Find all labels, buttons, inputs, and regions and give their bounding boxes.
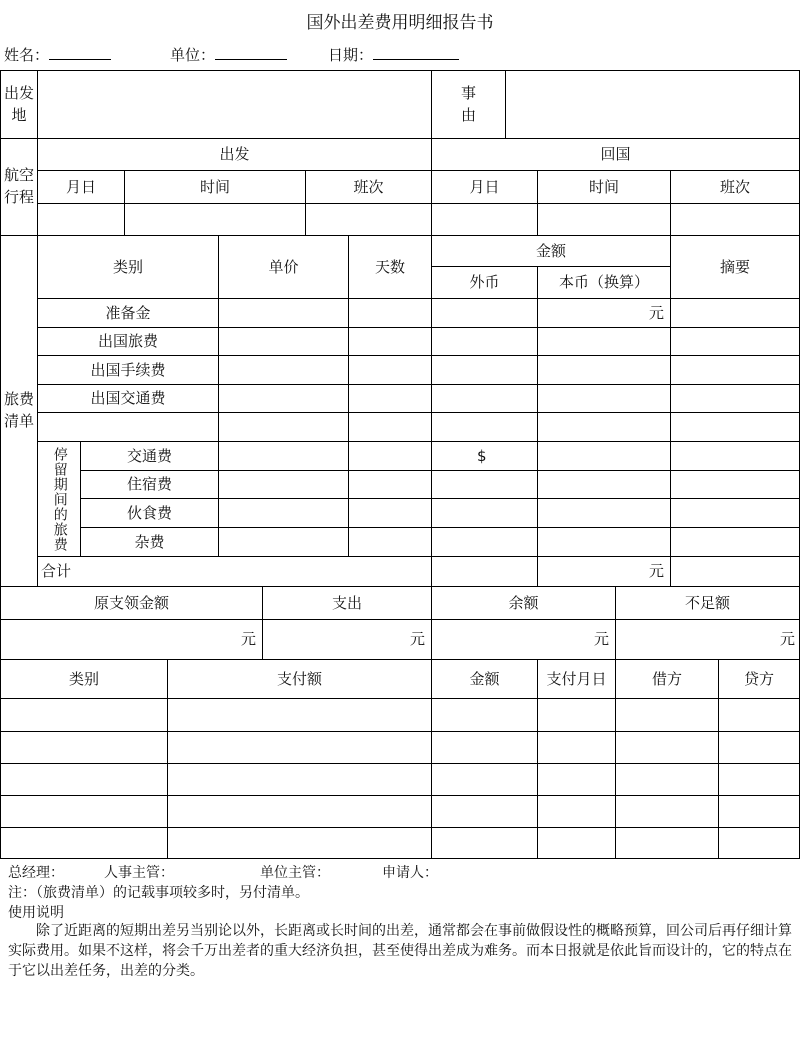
total-label: 合计	[41, 562, 72, 581]
unit-label: 单位：	[170, 46, 216, 64]
category-header: 类别	[112, 257, 143, 276]
form-title: 国外出差费用明细报告书	[306, 13, 494, 33]
days-header: 天数	[374, 257, 405, 276]
expense-row-label: 准备金	[105, 303, 151, 322]
origin-input[interactable]	[38, 71, 431, 138]
rule	[0, 698, 800, 699]
advance-header: 原支领金额	[93, 593, 169, 612]
rule	[0, 827, 800, 828]
usage-text: 除了近距离的短期出差另当别论以外，长距离或长时间的出差，通常都会在事前做假设性的概略预算，回公司后再仔细计算实际费用。如果不这样，将会千万出差者的重大经济负担，甚至使得出差成为难务。而本日报就是依此旨而设计的，它的特点在于它以出差任务，出差的分类。	[8, 923, 792, 979]
amount-header: 金额	[535, 241, 566, 260]
yuan-unit: 元	[648, 303, 664, 322]
expense-row-label: 出国旅费	[97, 332, 158, 351]
expenses-label: 旅费清单	[3, 390, 34, 430]
spent-yuan[interactable]: 元	[409, 630, 425, 649]
shortage-header: 不足额	[684, 593, 730, 612]
applicant-label: 申请人：	[382, 865, 438, 881]
reason-input[interactable]	[506, 71, 799, 138]
payment-paid-header: 支付额	[276, 669, 322, 688]
rule	[0, 731, 800, 732]
unit-blank[interactable]	[215, 45, 287, 60]
rule	[37, 203, 800, 204]
itinerary-label: 航空行程	[3, 166, 34, 206]
return-flight-header: 班次	[719, 177, 750, 196]
remaining-header: 余额	[508, 593, 539, 612]
name-label: 姓名：	[4, 46, 50, 64]
rule	[0, 763, 800, 764]
stay-row-label: 交通费	[126, 446, 172, 465]
name-blank[interactable]	[49, 45, 111, 60]
dollar-sign: $	[477, 446, 487, 465]
gm-label: 总经理：	[8, 865, 64, 881]
return-header: 回国	[600, 145, 631, 164]
note-text: 注：（旅费清单）的记载事项较多时，另付清单。	[8, 885, 309, 901]
depart-header: 出发	[219, 145, 250, 164]
expense-row-label: 出国交通费	[90, 389, 166, 408]
payment-date-header: 支付月日	[546, 669, 607, 688]
stay-expenses-label	[38, 442, 80, 556]
name-field	[4, 44, 111, 65]
rule	[431, 138, 432, 586]
return-time-header: 时间	[588, 177, 619, 196]
depart-flight-header: 班次	[353, 177, 384, 196]
payment-amount-header: 金额	[469, 669, 500, 688]
shortage-yuan[interactable]: 元	[779, 630, 795, 649]
date-label: 日期：	[328, 46, 374, 64]
payment-category-header: 类别	[68, 669, 99, 688]
summary-header: 摘要	[719, 257, 750, 276]
remaining-yuan[interactable]: 元	[593, 630, 609, 649]
stay-row-label: 住宿费	[126, 475, 172, 494]
advance-yuan[interactable]: 元	[240, 630, 256, 649]
date-blank[interactable]	[373, 45, 459, 60]
debit-header: 借方	[651, 669, 682, 688]
unit-price-header: 单价	[268, 257, 299, 276]
unit-manager-label: 单位主管：	[260, 865, 330, 881]
reason-label: 事由	[460, 83, 476, 124]
return-date-header: 月日	[469, 177, 500, 196]
origin-label: 出发地	[3, 83, 34, 124]
foreign-currency-header: 外币	[469, 273, 500, 292]
rule	[0, 795, 800, 796]
date-field	[328, 44, 459, 65]
stay-row-label: 伙食费	[126, 503, 172, 522]
signature-line	[8, 862, 438, 882]
credit-header: 贷方	[743, 669, 774, 688]
hr-label: 人事主管：	[104, 865, 174, 881]
stay-row-label: 杂费	[134, 532, 165, 551]
rule	[0, 858, 800, 859]
yuan-unit: 元	[648, 562, 664, 581]
depart-time-header: 时间	[199, 177, 230, 196]
expense-row-label: 出国手续费	[90, 360, 166, 379]
unit-field	[170, 44, 287, 65]
spent-header: 支出	[331, 593, 362, 612]
stay-expenses-text: 停留期间的旅费	[51, 446, 68, 552]
usage-title: 使用说明	[8, 905, 64, 921]
local-currency-header: 本币（换算）	[558, 273, 649, 292]
depart-date-header: 月日	[65, 177, 96, 196]
rule	[37, 412, 800, 413]
